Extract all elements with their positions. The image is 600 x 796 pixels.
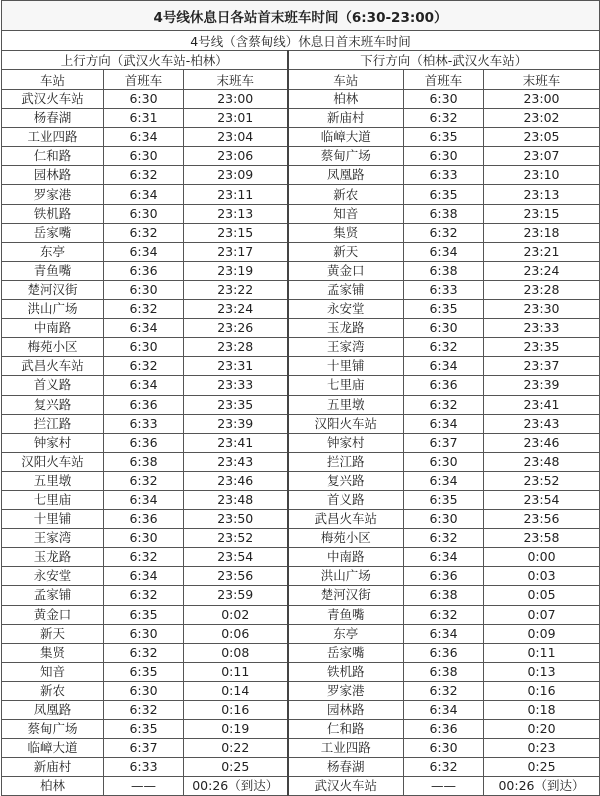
- table-row: [2, 739, 600, 758]
- up-station-cell: 杨春湖: [2, 109, 104, 128]
- up-station-cell: 首义路: [2, 376, 104, 395]
- up-first-train-cell: 6:32: [104, 643, 184, 662]
- up-direction-header: 上行方向（武汉火车站-柏林）: [2, 51, 288, 70]
- up-first-train-cell: 6:37: [104, 739, 184, 758]
- down-first-train-column-header: 首班车: [404, 70, 484, 90]
- down-station-cell: 十里铺: [288, 357, 404, 376]
- up-station-cell: 十里铺: [2, 510, 104, 529]
- table-row: [2, 204, 600, 223]
- down-first-train-cell: 6:30: [404, 319, 484, 338]
- up-station-cell: 梅苑小区: [2, 338, 104, 357]
- down-last-train-cell: 23:52: [484, 471, 600, 490]
- up-first-train-cell: 6:32: [104, 300, 184, 319]
- down-station-cell: 永安堂: [288, 300, 404, 319]
- down-first-train-cell: 6:33: [404, 166, 484, 185]
- down-last-train-cell: 0:11: [484, 643, 600, 662]
- down-first-train-cell: 6:30: [404, 739, 484, 758]
- up-first-train-cell: 6:30: [104, 280, 184, 299]
- down-last-train-cell: 23:39: [484, 376, 600, 395]
- up-first-train-cell: 6:32: [104, 471, 184, 490]
- table-row: [2, 376, 600, 395]
- down-last-train-cell: 23:56: [484, 510, 600, 529]
- up-last-train-cell: 0:08: [184, 643, 288, 662]
- table-row: [2, 223, 600, 242]
- up-last-train-cell: 23:59: [184, 586, 288, 605]
- up-last-train-cell: 23:09: [184, 166, 288, 185]
- down-last-train-cell: 23:07: [484, 147, 600, 166]
- down-direction-header: 下行方向（柏林-武汉火车站）: [288, 51, 600, 70]
- up-first-train-cell: 6:30: [104, 90, 184, 109]
- table-row: [2, 681, 600, 700]
- down-first-train-cell: 6:35: [404, 128, 484, 147]
- up-station-cell: 铁机路: [2, 204, 104, 223]
- up-last-train-cell: 23:33: [184, 376, 288, 395]
- down-last-train-cell: 00:26（到达）: [484, 777, 600, 796]
- up-station-cell: 钟家村: [2, 433, 104, 452]
- up-station-cell: 柏林: [2, 777, 104, 796]
- table-row: [2, 128, 600, 147]
- up-station-cell: 复兴路: [2, 395, 104, 414]
- up-first-train-cell: 6:33: [104, 414, 184, 433]
- down-first-train-cell: 6:36: [404, 567, 484, 586]
- up-station-cell: 临嶂大道: [2, 739, 104, 758]
- down-station-cell: 汉阳火车站: [288, 414, 404, 433]
- down-first-train-cell: 6:35: [404, 490, 484, 509]
- up-last-train-cell: 23:11: [184, 185, 288, 204]
- down-station-cell: 知音: [288, 204, 404, 223]
- up-last-train-cell: 23:54: [184, 548, 288, 567]
- down-last-train-cell: 23:46: [484, 433, 600, 452]
- down-last-train-cell: 0:25: [484, 758, 600, 777]
- table-row: [2, 720, 600, 739]
- up-last-train-cell: 23:19: [184, 261, 288, 280]
- down-last-train-cell: 0:13: [484, 662, 600, 681]
- down-first-train-cell: 6:38: [404, 662, 484, 681]
- down-first-train-cell: 6:36: [404, 643, 484, 662]
- up-station-cell: 蔡甸广场: [2, 720, 104, 739]
- table-row: [2, 605, 600, 624]
- table-row: [2, 433, 600, 452]
- up-last-train-cell: 23:50: [184, 510, 288, 529]
- table-row: [2, 662, 600, 681]
- up-last-train-cell: 0:11: [184, 662, 288, 681]
- up-first-train-cell: ——: [104, 777, 184, 796]
- table-row: [2, 471, 600, 490]
- table-row: [2, 548, 600, 567]
- up-last-train-cell: 23:28: [184, 338, 288, 357]
- table-row: [2, 758, 600, 777]
- up-station-cell: 东亭: [2, 242, 104, 261]
- down-station-cell: 钟家村: [288, 433, 404, 452]
- table-row: [2, 567, 600, 586]
- up-first-train-cell: 6:34: [104, 128, 184, 147]
- down-station-cell: 拦江路: [288, 452, 404, 471]
- down-station-cell: 新农: [288, 185, 404, 204]
- down-station-cell: 新天: [288, 242, 404, 261]
- up-station-cell: 拦江路: [2, 414, 104, 433]
- down-last-train-cell: 23:48: [484, 452, 600, 471]
- down-first-train-cell: 6:34: [404, 701, 484, 720]
- down-first-train-cell: 6:32: [404, 109, 484, 128]
- down-station-cell: 岳家嘴: [288, 643, 404, 662]
- table-row: [2, 777, 600, 796]
- down-station-cell: 凤凰路: [288, 166, 404, 185]
- up-last-train-cell: 23:41: [184, 433, 288, 452]
- up-first-train-cell: 6:34: [104, 242, 184, 261]
- down-first-train-cell: 6:34: [404, 357, 484, 376]
- up-station-cell: 凤凰路: [2, 701, 104, 720]
- up-station-cell: 中南路: [2, 319, 104, 338]
- down-last-train-cell: 23:05: [484, 128, 600, 147]
- down-station-cell: 新庙村: [288, 109, 404, 128]
- up-station-cell: 七里庙: [2, 490, 104, 509]
- down-last-train-cell: 23:00: [484, 90, 600, 109]
- timetable: [1, 0, 600, 796]
- up-station-cell: 青鱼嘴: [2, 261, 104, 280]
- table-row: [2, 319, 600, 338]
- up-station-cell: 孟家铺: [2, 586, 104, 605]
- up-station-cell: 新农: [2, 681, 104, 700]
- down-first-train-cell: 6:37: [404, 433, 484, 452]
- down-station-cell: 王家湾: [288, 338, 404, 357]
- down-last-train-cell: 23:37: [484, 357, 600, 376]
- table-row: [2, 338, 600, 357]
- down-station-cell: 青鱼嘴: [288, 605, 404, 624]
- down-station-cell: 柏林: [288, 90, 404, 109]
- table-row: [2, 624, 600, 643]
- down-station-cell: 铁机路: [288, 662, 404, 681]
- up-first-train-cell: 6:30: [104, 529, 184, 548]
- down-station-cell: 首义路: [288, 490, 404, 509]
- down-last-train-cell: 23:28: [484, 280, 600, 299]
- down-first-train-cell: 6:34: [404, 624, 484, 643]
- table-row: [2, 280, 600, 299]
- down-station-cell: 蔡甸广场: [288, 147, 404, 166]
- up-last-train-cell: 0:22: [184, 739, 288, 758]
- down-station-cell: 复兴路: [288, 471, 404, 490]
- up-last-train-cell: 23:52: [184, 529, 288, 548]
- up-station-cell: 玉龙路: [2, 548, 104, 567]
- up-station-column-header: 车站: [2, 70, 104, 90]
- up-station-cell: 武汉火车站: [2, 90, 104, 109]
- up-last-train-cell: 23:26: [184, 319, 288, 338]
- down-first-train-cell: 6:35: [404, 185, 484, 204]
- down-station-cell: 仁和路: [288, 720, 404, 739]
- down-last-train-cell: 0:03: [484, 567, 600, 586]
- table-row: [2, 643, 600, 662]
- up-last-train-cell: 0:06: [184, 624, 288, 643]
- up-first-train-cell: 6:36: [104, 510, 184, 529]
- down-first-train-cell: 6:32: [404, 338, 484, 357]
- down-last-train-cell: 0:20: [484, 720, 600, 739]
- down-station-cell: 园林路: [288, 701, 404, 720]
- down-last-train-cell: 23:33: [484, 319, 600, 338]
- up-station-cell: 仁和路: [2, 147, 104, 166]
- down-last-train-cell: 23:21: [484, 242, 600, 261]
- table-row: [2, 185, 600, 204]
- down-station-cell: 杨春湖: [288, 758, 404, 777]
- up-first-train-cell: 6:32: [104, 166, 184, 185]
- down-station-cell: 集贤: [288, 223, 404, 242]
- down-last-train-cell: 23:30: [484, 300, 600, 319]
- up-first-train-cell: 6:31: [104, 109, 184, 128]
- down-station-cell: 工业四路: [288, 739, 404, 758]
- table-row: [2, 300, 600, 319]
- table-row: [2, 701, 600, 720]
- down-last-train-cell: 0:16: [484, 681, 600, 700]
- up-first-train-cell: 6:36: [104, 261, 184, 280]
- up-first-train-cell: 6:34: [104, 376, 184, 395]
- up-station-cell: 楚河汉街: [2, 280, 104, 299]
- down-first-train-cell: 6:36: [404, 720, 484, 739]
- up-station-cell: 园林路: [2, 166, 104, 185]
- down-first-train-cell: 6:32: [404, 681, 484, 700]
- up-last-train-cell: 23:24: [184, 300, 288, 319]
- up-first-train-cell: 6:35: [104, 605, 184, 624]
- down-first-train-cell: 6:33: [404, 280, 484, 299]
- table-row: [2, 414, 600, 433]
- up-last-train-cell: 23:46: [184, 471, 288, 490]
- down-last-train-cell: 23:41: [484, 395, 600, 414]
- down-first-train-cell: 6:38: [404, 261, 484, 280]
- up-last-train-cell: 23:39: [184, 414, 288, 433]
- table-row: [2, 452, 600, 471]
- down-first-train-cell: 6:34: [404, 242, 484, 261]
- down-station-cell: 武昌火车站: [288, 510, 404, 529]
- table-row: [2, 90, 600, 109]
- down-last-train-cell: 0:09: [484, 624, 600, 643]
- table-subtitle: 4号线（含蔡甸线）休息日首末班车时间: [2, 31, 600, 51]
- up-station-cell: 知音: [2, 662, 104, 681]
- up-first-train-cell: 6:34: [104, 567, 184, 586]
- down-first-train-cell: 6:30: [404, 510, 484, 529]
- table-row: [2, 242, 600, 261]
- up-first-train-cell: 6:36: [104, 433, 184, 452]
- up-first-train-cell: 6:34: [104, 185, 184, 204]
- down-last-train-cell: 23:15: [484, 204, 600, 223]
- table-row: [2, 490, 600, 509]
- up-station-cell: 永安堂: [2, 567, 104, 586]
- down-first-train-cell: 6:30: [404, 90, 484, 109]
- down-first-train-cell: 6:38: [404, 204, 484, 223]
- table-row: [2, 529, 600, 548]
- down-last-train-cell: 0:00: [484, 548, 600, 567]
- down-last-train-cell: 23:10: [484, 166, 600, 185]
- up-first-train-cell: 6:30: [104, 338, 184, 357]
- up-first-train-column-header: 首班车: [104, 70, 184, 90]
- down-last-train-cell: 23:24: [484, 261, 600, 280]
- up-station-cell: 工业四路: [2, 128, 104, 147]
- down-last-train-cell: 23:18: [484, 223, 600, 242]
- down-station-column-header: 车站: [288, 70, 404, 90]
- down-station-cell: 五里墩: [288, 395, 404, 414]
- down-last-train-column-header: 末班车: [484, 70, 600, 90]
- up-station-cell: 新庙村: [2, 758, 104, 777]
- table-row: [2, 395, 600, 414]
- down-station-cell: 孟家铺: [288, 280, 404, 299]
- up-last-train-cell: 23:06: [184, 147, 288, 166]
- down-last-train-cell: 0:07: [484, 605, 600, 624]
- up-last-train-cell: 23:15: [184, 223, 288, 242]
- down-first-train-cell: 6:32: [404, 395, 484, 414]
- up-first-train-cell: 6:38: [104, 452, 184, 471]
- down-first-train-cell: 6:30: [404, 452, 484, 471]
- up-first-train-cell: 6:30: [104, 681, 184, 700]
- down-first-train-cell: 6:34: [404, 414, 484, 433]
- down-station-cell: 洪山广场: [288, 567, 404, 586]
- table-row: [2, 261, 600, 280]
- up-first-train-cell: 6:32: [104, 701, 184, 720]
- up-last-train-cell: 0:25: [184, 758, 288, 777]
- down-station-cell: 临嶂大道: [288, 128, 404, 147]
- table-row: [2, 166, 600, 185]
- down-first-train-cell: 6:32: [404, 605, 484, 624]
- down-first-train-cell: 6:30: [404, 147, 484, 166]
- down-last-train-cell: 23:02: [484, 109, 600, 128]
- down-last-train-cell: 0:23: [484, 739, 600, 758]
- down-first-train-cell: 6:32: [404, 223, 484, 242]
- down-station-cell: 七里庙: [288, 376, 404, 395]
- up-station-cell: 汉阳火车站: [2, 452, 104, 471]
- up-first-train-cell: 6:32: [104, 548, 184, 567]
- up-first-train-cell: 6:35: [104, 720, 184, 739]
- up-last-train-cell: 23:43: [184, 452, 288, 471]
- up-last-train-cell: 0:16: [184, 701, 288, 720]
- up-last-train-cell: 23:31: [184, 357, 288, 376]
- up-station-cell: 岳家嘴: [2, 223, 104, 242]
- table-row: [2, 357, 600, 376]
- up-last-train-cell: 00:26（到达）: [184, 777, 288, 796]
- down-first-train-cell: 6:32: [404, 529, 484, 548]
- up-first-train-cell: 6:32: [104, 357, 184, 376]
- down-last-train-cell: 0:05: [484, 586, 600, 605]
- up-first-train-cell: 6:32: [104, 223, 184, 242]
- down-station-cell: 东亭: [288, 624, 404, 643]
- down-last-train-cell: 23:35: [484, 338, 600, 357]
- down-last-train-cell: 23:13: [484, 185, 600, 204]
- up-first-train-cell: 6:34: [104, 490, 184, 509]
- down-first-train-cell: 6:35: [404, 300, 484, 319]
- up-first-train-cell: 6:33: [104, 758, 184, 777]
- up-last-train-cell: 0:19: [184, 720, 288, 739]
- down-station-cell: 黄金口: [288, 261, 404, 280]
- down-station-cell: 玉龙路: [288, 319, 404, 338]
- up-station-cell: 王家湾: [2, 529, 104, 548]
- up-first-train-cell: 6:30: [104, 204, 184, 223]
- up-station-cell: 五里墩: [2, 471, 104, 490]
- down-first-train-cell: 6:36: [404, 376, 484, 395]
- up-first-train-cell: 6:32: [104, 586, 184, 605]
- up-last-train-cell: 0:14: [184, 681, 288, 700]
- up-last-train-cell: 23:17: [184, 242, 288, 261]
- up-last-train-cell: 0:02: [184, 605, 288, 624]
- page-title: 4号线休息日各站首末班车时间（6:30-23:00）: [2, 1, 600, 31]
- down-first-train-cell: ——: [404, 777, 484, 796]
- down-first-train-cell: 6:34: [404, 548, 484, 567]
- up-last-train-cell: 23:13: [184, 204, 288, 223]
- down-last-train-cell: 23:43: [484, 414, 600, 433]
- down-first-train-cell: 6:32: [404, 758, 484, 777]
- up-station-cell: 洪山广场: [2, 300, 104, 319]
- up-last-train-cell: 23:01: [184, 109, 288, 128]
- up-station-cell: 集贤: [2, 643, 104, 662]
- down-first-train-cell: 6:38: [404, 586, 484, 605]
- table-row: [2, 109, 600, 128]
- up-station-cell: 罗家港: [2, 185, 104, 204]
- down-station-cell: 武汉火车站: [288, 777, 404, 796]
- up-station-cell: 黄金口: [2, 605, 104, 624]
- table-row: [2, 586, 600, 605]
- down-last-train-cell: 23:54: [484, 490, 600, 509]
- up-first-train-cell: 6:36: [104, 395, 184, 414]
- up-first-train-cell: 6:35: [104, 662, 184, 681]
- up-first-train-cell: 6:34: [104, 319, 184, 338]
- up-last-train-column-header: 末班车: [184, 70, 288, 90]
- up-station-cell: 武昌火车站: [2, 357, 104, 376]
- down-station-cell: 梅苑小区: [288, 529, 404, 548]
- up-last-train-cell: 23:35: [184, 395, 288, 414]
- up-last-train-cell: 23:48: [184, 490, 288, 509]
- up-first-train-cell: 6:30: [104, 147, 184, 166]
- down-last-train-cell: 0:18: [484, 701, 600, 720]
- table-row: [2, 147, 600, 166]
- up-last-train-cell: 23:04: [184, 128, 288, 147]
- up-first-train-cell: 6:30: [104, 624, 184, 643]
- down-first-train-cell: 6:34: [404, 471, 484, 490]
- up-station-cell: 新天: [2, 624, 104, 643]
- down-station-cell: 中南路: [288, 548, 404, 567]
- down-station-cell: 罗家港: [288, 681, 404, 700]
- down-station-cell: 楚河汉街: [288, 586, 404, 605]
- up-last-train-cell: 23:22: [184, 280, 288, 299]
- down-last-train-cell: 23:58: [484, 529, 600, 548]
- table-row: [2, 510, 600, 529]
- up-last-train-cell: 23:56: [184, 567, 288, 586]
- up-last-train-cell: 23:00: [184, 90, 288, 109]
